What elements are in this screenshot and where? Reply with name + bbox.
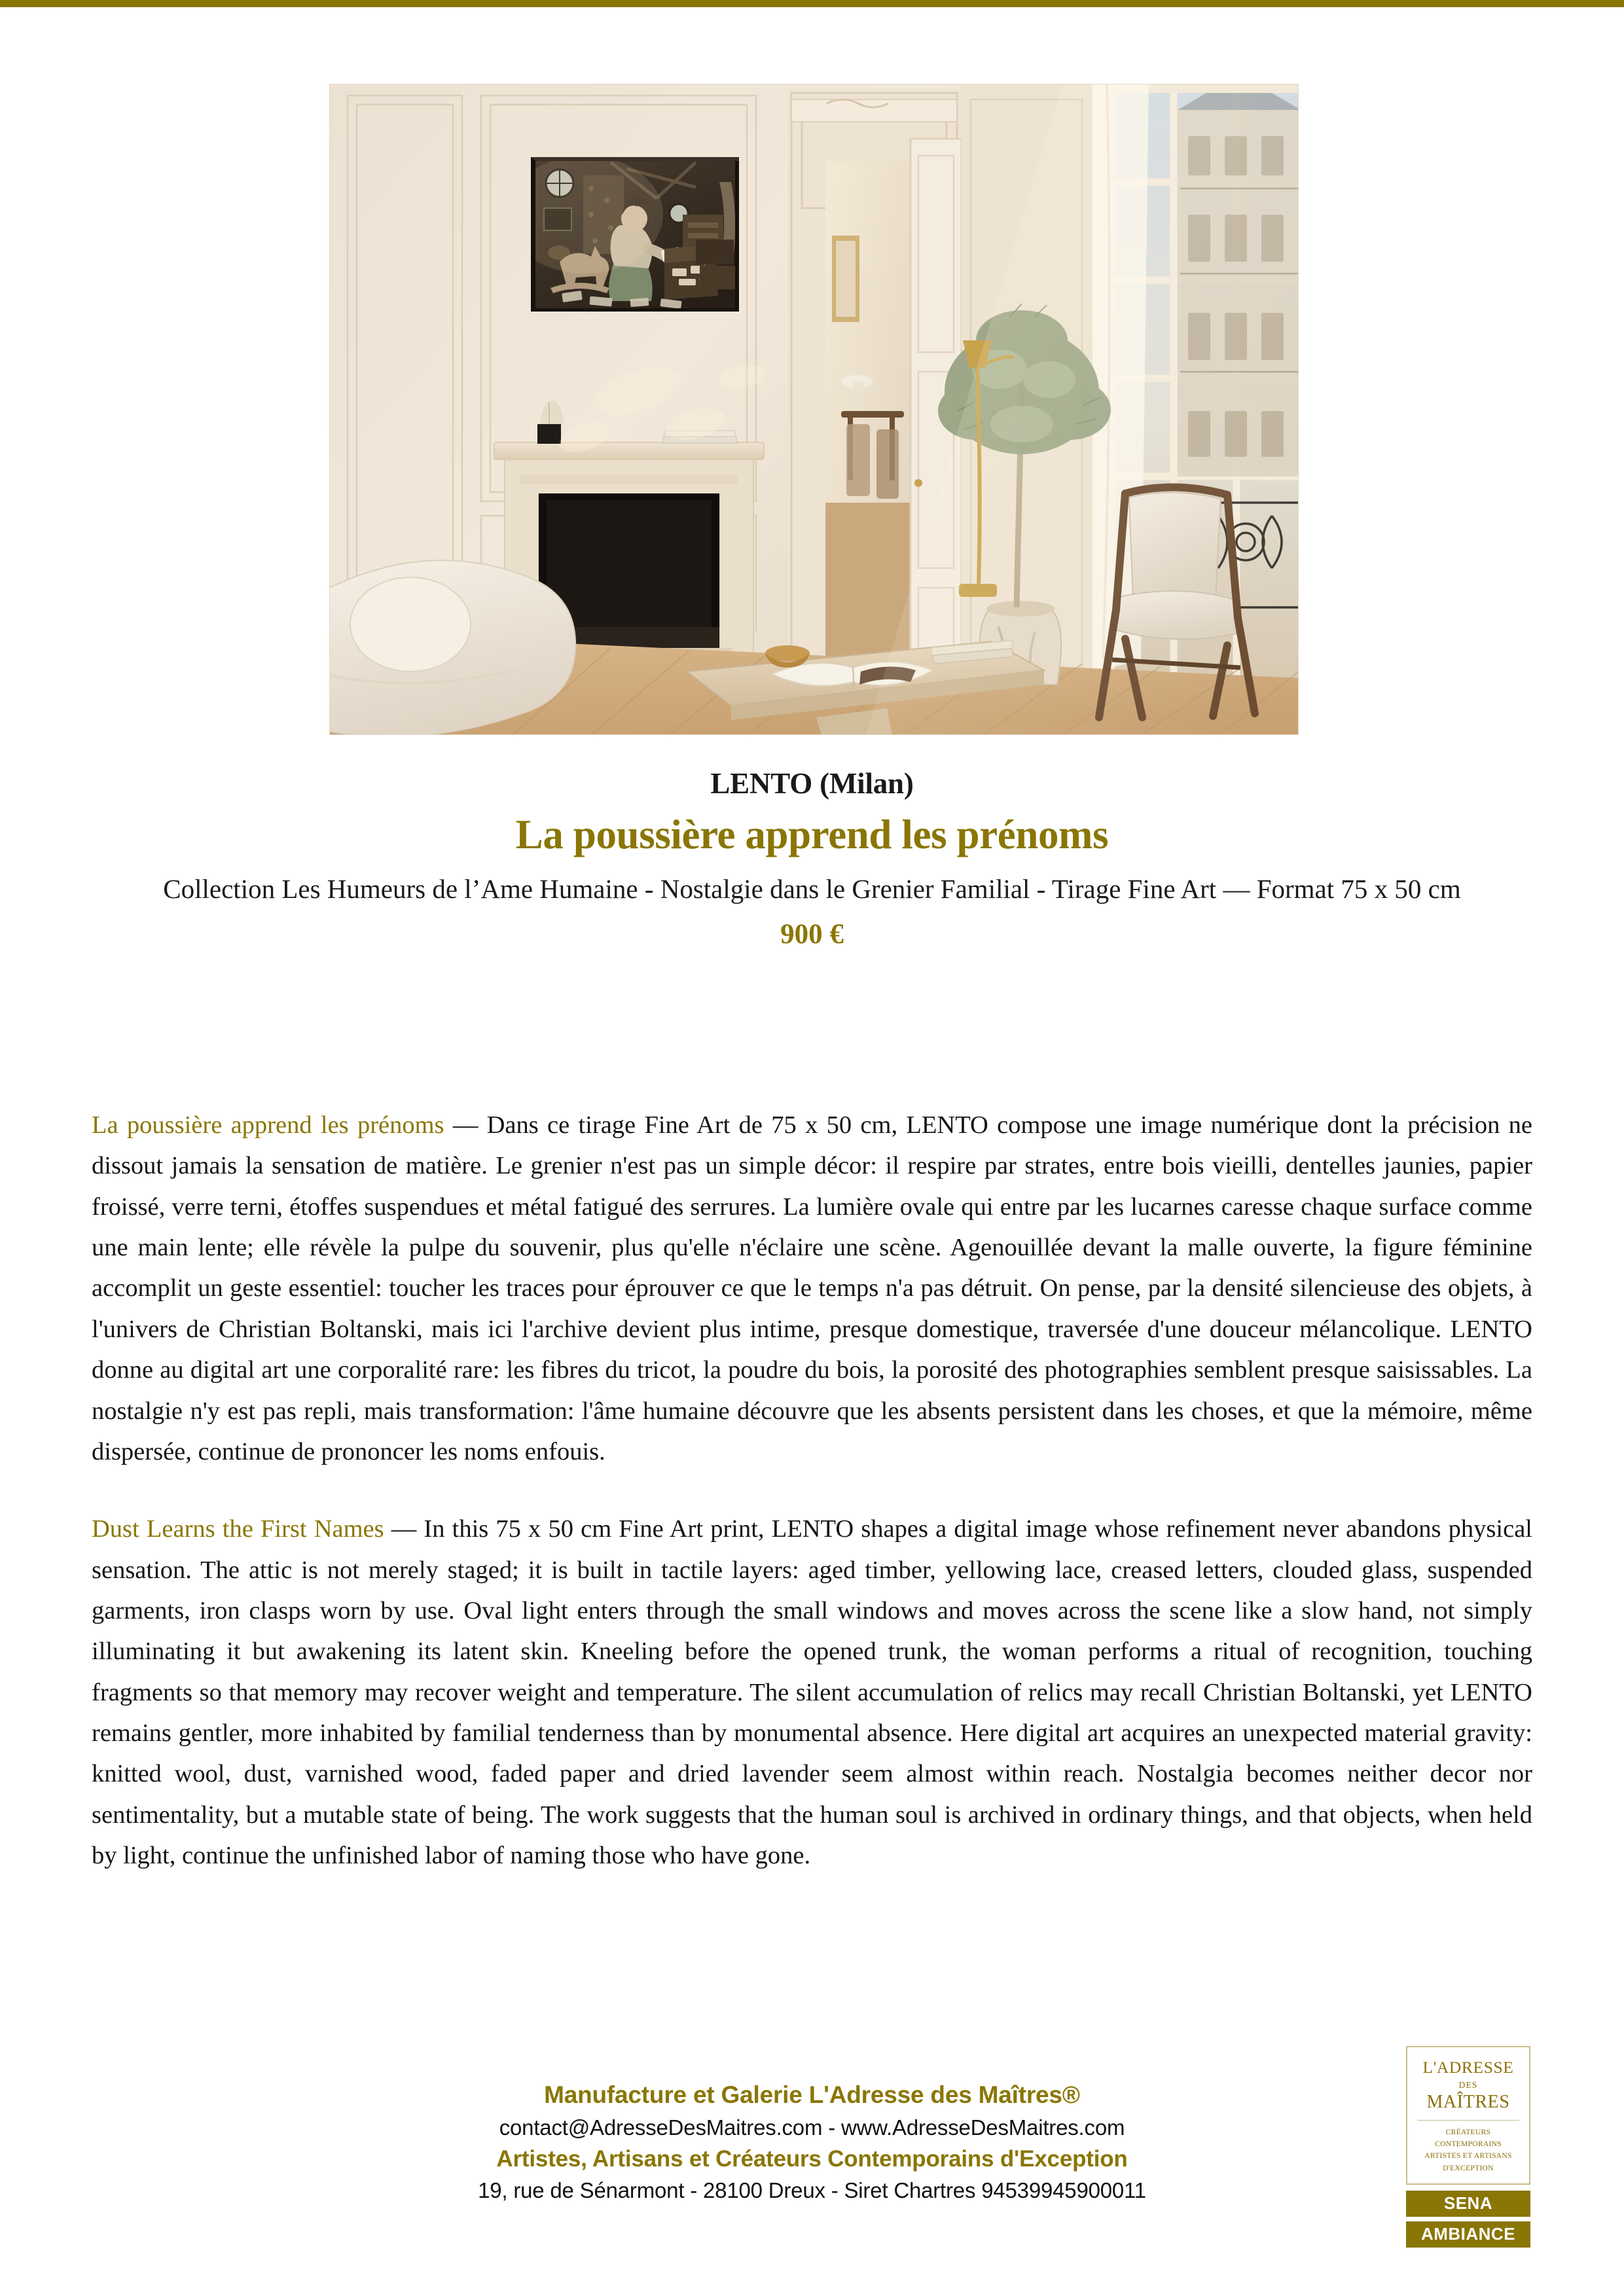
hero-image	[329, 84, 1299, 735]
footer-contact[interactable]: contact@AdresseDesMaitres.com - www.AdresseDesMaitres.com	[499, 2115, 1125, 2140]
logo-subtitle-2: ARTISTES ET ARTISANS	[1424, 2151, 1512, 2161]
paragraph-english-leadin: Dust Learns the First Names	[92, 1515, 384, 1543]
title-block	[92, 767, 1532, 951]
footer	[0, 2078, 1624, 2206]
footer-company-name: Manufacture et Galerie L'Adresse des Maîtres®	[544, 2081, 1080, 2108]
paragraph-english-text: In this 75 x 50 cm Fine Art print, LENTO shapes a digital image whose refinement never abandons physical sensation. The attic is not merely staged; it is built in tactile layers: aged timber, yellowing lace, creased letters, clouded glass, suspended garments, iron clasps worn by use. Oval light enters through the small windows and moves across the scene like a slow hand, not simply illuminating it but awakening its latent skin. Kneeling before the opened trunk, the woman performs a ritual of recognition, touching fragments so that memory may recover weight and temperature. The silent accumulation of relics may recall Christian Boltanski, yet LENTO remains gentler, more inhabited by familial tenderness than by monumental absence. Here digital art acquires an unexpected material gravity: knitted wool, dust, varnished wood, faded paper and dried lavender seem almost within reach. Nostalgia becomes neither decor nor sentimentality, but a mutable state of being. The work suggests that the human soul is archived in ordinary things, and that objects, when held by light, continue the unfinished labor of naming those who have gone.	[92, 1515, 1532, 1870]
collection-details: Collection Les Humeurs de l’Ame Humaine - Nostalgie dans le Grenier Familial - Tirage Fine Art — Format 75 x 50 cm	[163, 874, 1461, 905]
artist-name: LENTO (Milan)	[710, 767, 914, 800]
description-body	[92, 1105, 1532, 1876]
hero-illustration	[329, 84, 1299, 735]
paragraph-french-text: Dans ce tirage Fine Art de 75 x 50 cm, LENTO compose une image numérique dont la précision ne dissout jamais la sensation de matière. Le grenier n'est pas un simple décor: il respire par strates, entre bois vieilli, dentelles jaunies, papier froissé, verre terni, étoffes suspendues et métal fatigué des serrures. La lumière ovale qui entre par les lucarnes caresse chaque surface comme une main lente; elle révèle la pulpe du souvenir, plus qu'elle n'éclaire une scène. Agenouillée devant la malle ouverte, la figure féminine accomplit un geste essentiel: toucher les traces pour éprouver ce que le temps n'a pas détruit. On pense, par la densité silencieuse des objets, à l'univers de Christian Boltanski, mais ici l'archive devient plus intime, presque domestique, traversée d'une douceur mélancolique. LENTO donne au digital art une corporalité rare: les fibres du tricot, la poudre du bois, la porosité des photographies semblent presque saisissables. La nostalgie n'y est pas repli, mais transformation: l'âme humaine découvre que les absents persistent dans les choses, et que la mémoire, même dispersée, continue de prononcer les noms enfouis.	[92, 1111, 1533, 1465]
footer-tagline: Artistes, Artisans et Créateurs Contemporains d'Exception	[496, 2146, 1128, 2172]
logo-line-des: DES	[1458, 2079, 1478, 2090]
brand-logo-block	[1406, 2046, 1530, 2248]
top-accent-bar	[0, 0, 1624, 7]
paragraph-french-dash: —	[444, 1111, 487, 1139]
paragraph-english	[92, 1509, 1532, 1876]
logo-subtitle-3: D'EXCEPTION	[1443, 2163, 1494, 2172]
logo-divider	[1417, 2120, 1519, 2121]
paragraph-english-dash: —	[384, 1515, 424, 1543]
badge-ambiance: AMBIANCE	[1406, 2221, 1530, 2248]
logo-subtitle-1: CRÉATEURS CONTEMPORAINS	[1435, 2127, 1502, 2148]
logo-line-maitres: MAÎTRES	[1426, 2091, 1510, 2112]
badge-sena: SENA	[1406, 2191, 1530, 2217]
logo-line-adresse: L'ADRESSE	[1422, 2058, 1514, 2077]
logo-card	[1406, 2046, 1530, 2185]
page-title: La poussière apprend les prénoms	[515, 811, 1109, 857]
footer-address: 19, rue de Sénarmont - 28100 Dreux - Siret Chartres 94539945900011	[478, 2178, 1146, 2203]
price: 900 €	[780, 918, 844, 950]
paragraph-french-leadin: La poussière apprend les prénoms	[92, 1111, 444, 1139]
paragraph-french	[92, 1105, 1532, 1472]
